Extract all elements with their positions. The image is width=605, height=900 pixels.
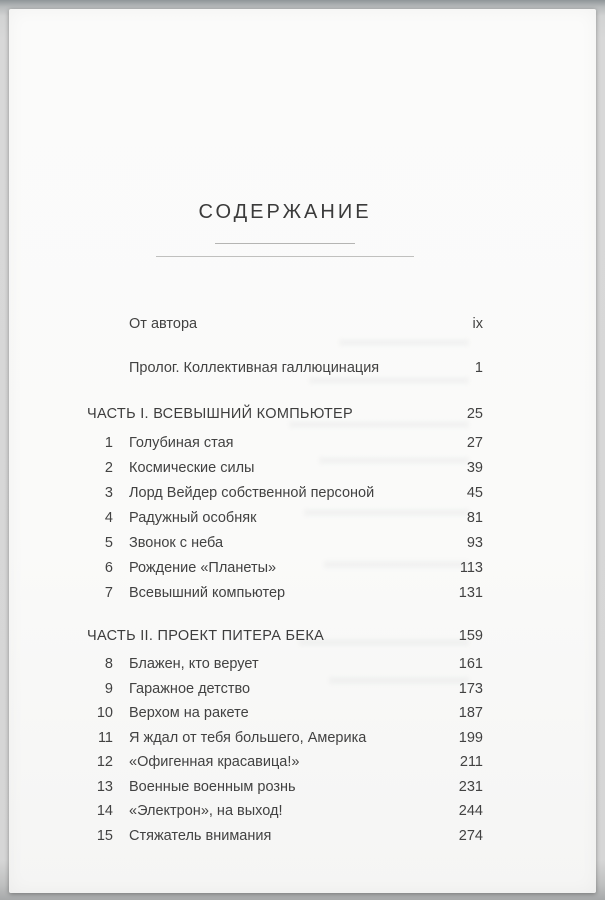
chapter-number: 11 [97,729,113,746]
chapter-number: 6 [104,560,113,576]
chapter-page: 173 [458,680,483,697]
chapter-title: «Электрон», на выход! [129,803,283,819]
chapter-row [87,750,483,775]
title-divider-long [156,256,414,257]
chapter-title: Радужный особняк [129,510,257,526]
book-page [9,9,596,893]
chapter-number: 3 [104,485,113,501]
part-heading-row [87,402,483,427]
chapter-title: Военные военным рознь [129,778,296,795]
chapter-title: Стяжатель внимания [129,827,272,844]
chapter-number: 2 [104,460,113,476]
chapter-number: 13 [96,778,113,795]
chapter-page: 81 [466,510,483,526]
chapter-title: Космические силы [129,460,255,476]
chapter-row [87,506,483,531]
content-column [87,9,483,893]
chapter-number: 5 [104,535,113,551]
table-of-contents [87,312,483,848]
chapter-row [87,556,483,581]
toc-entry-page: ix [472,316,483,332]
chapter-number: 10 [96,705,113,721]
chapter-title: Гаражное детство [129,680,251,697]
chapter-title: «Офигенная красавица!» [129,754,300,770]
chapter-row [87,531,483,556]
chapter-row [87,431,483,456]
part-heading: ЧАСТЬ II. ПРОЕКТ ПИТЕРА БЕКА [87,628,325,644]
chapter-page: 131 [458,585,483,601]
chapter-page: 244 [458,803,483,819]
chapter-page: 274 [458,827,483,844]
chapter-number: 9 [104,680,113,697]
chapter-title: Блажен, кто верует [129,656,259,672]
part-1-block [87,402,483,606]
part-2-block [87,624,483,848]
title-divider-short [215,243,355,244]
chapter-title: Рождение «Планеты» [129,560,277,576]
toc-entry [87,356,483,381]
chapter-page: 211 [459,754,483,770]
chapter-page: 187 [458,705,483,721]
chapter-row [87,799,483,824]
part-heading-row [87,624,483,649]
part-heading: ЧАСТЬ I. ВСЕВЫШНИЙ КОМПЬЮТЕР [87,406,353,422]
chapter-row [87,456,483,481]
chapter-title: Верхом на ракете [129,705,249,721]
chapter-page: 113 [459,560,483,576]
chapter-title: Я ждал от тебя большего, Америка [129,729,367,746]
chapter-number: 4 [104,510,113,526]
chapter-title: Лорд Вейдер собственной персоной [129,485,375,501]
front-matter-block [87,312,483,381]
toc-entry-page: 1 [474,360,483,376]
part-1-chapters [87,431,483,606]
chapter-title: Голубиная стая [129,435,234,451]
toc-entry-title: От автора [129,316,198,332]
part-page: 25 [466,406,483,422]
chapter-row [87,726,483,751]
chapter-row [87,652,483,677]
chapter-page: 231 [458,778,483,795]
chapter-page: 199 [458,729,483,746]
chapter-number: 15 [96,827,113,844]
chapter-number: 14 [96,803,113,819]
chapter-title: Всевышний компьютер [129,585,286,601]
page-title: СОДЕРЖАНИЕ [198,201,372,223]
chapter-row [87,701,483,726]
chapter-page: 27 [466,435,483,451]
chapter-number: 1 [104,435,113,451]
chapter-number: 12 [96,754,113,770]
chapter-row [87,481,483,506]
chapter-page: 39 [466,460,483,476]
toc-entry-title: Пролог. Коллективная галлюцинация [129,360,380,376]
chapter-page: 93 [466,535,483,551]
chapter-row [87,581,483,606]
chapter-row [87,775,483,800]
chapter-number: 7 [104,585,113,601]
chapter-page: 45 [466,485,483,501]
part-page: 159 [458,628,483,644]
chapter-row [87,824,483,849]
chapter-title: Звонок с неба [129,535,224,551]
chapter-number: 8 [104,656,113,672]
toc-entry [87,312,483,337]
part-2-chapters [87,652,483,848]
chapter-page: 161 [458,656,483,672]
chapter-row [87,677,483,702]
